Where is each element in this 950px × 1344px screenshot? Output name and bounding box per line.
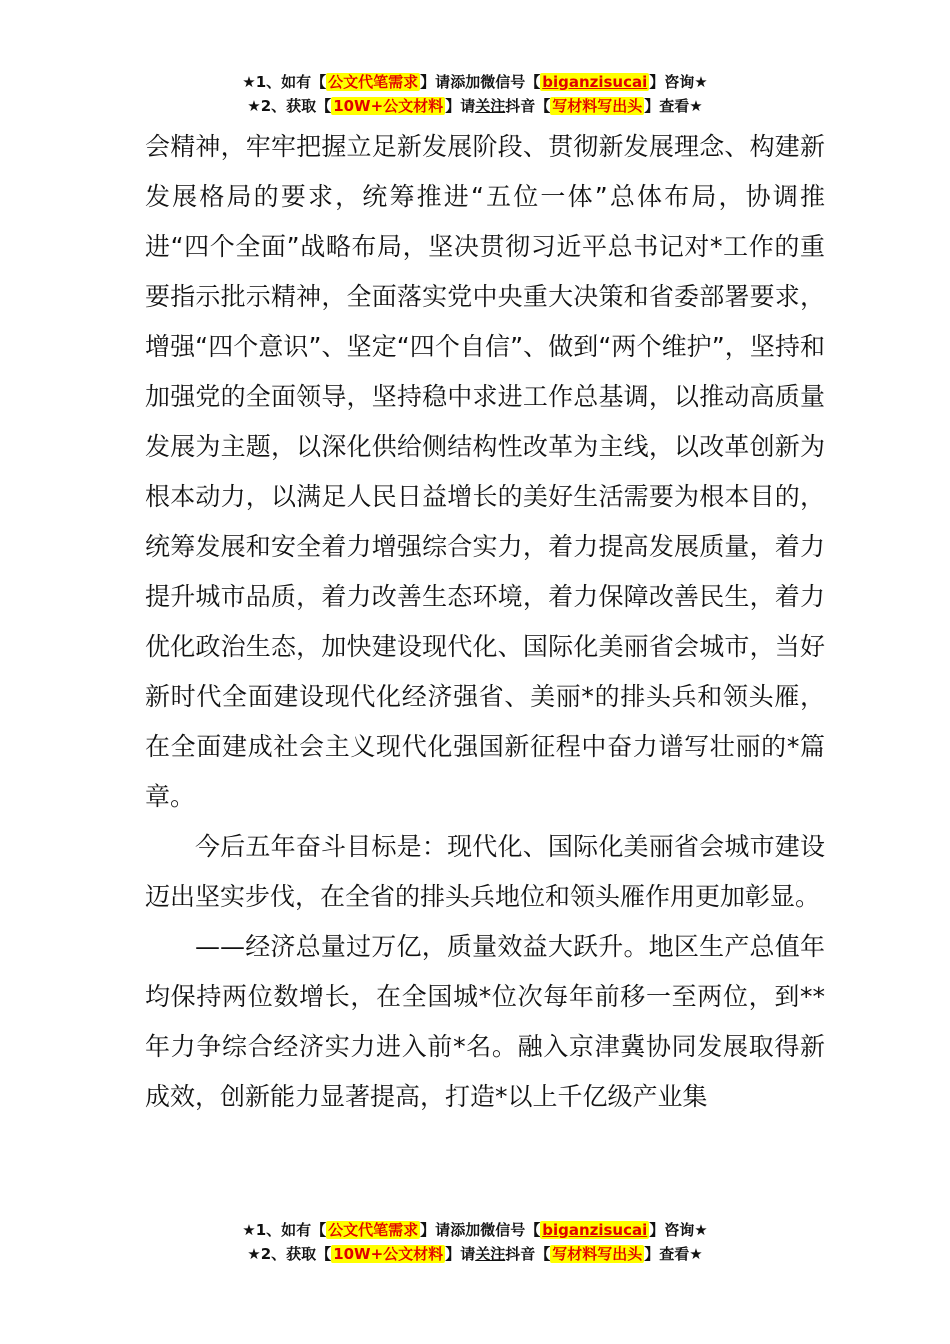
banner-suffix: 】咨询★ [649, 73, 708, 91]
banner-prefix: ★1、如有【 [242, 73, 327, 91]
banner-line-2 [0, 94, 950, 118]
highlight-tag: 10W+公文材料 [333, 1245, 444, 1263]
highlight-tag: 10W+公文材料 [333, 97, 444, 115]
paragraph: 今后五年奋斗目标是：现代化、国际化美丽省会城市建设迈出坚实步伐，在全省的排头兵地位和领头雁作用更加彰显。 [145, 832, 825, 911]
highlight-tag: 公文代笔需求 [328, 1221, 419, 1239]
banner-text: 】请 [420, 1221, 451, 1239]
banner-line-2 [0, 1242, 950, 1266]
banner-emphasis: 关注 [475, 1245, 506, 1263]
banner-text: 抖音【 [505, 97, 551, 115]
banner-emphasis: 添加 [450, 1221, 481, 1239]
banner-prefix: ★2、获取【 [247, 1245, 332, 1263]
footer-banner [0, 1218, 950, 1266]
paragraph: 会精神，牢牢把握立足新发展阶段、贯彻新发展理念、构建新发展格局的要求，统筹推进“五位一体”总体布局，协调推进“四个全面”战略布局，坚决贯彻习近平总书记对*工作的重要指示批示精神，全面落实党中央重大决策和省委部署要求，增强“四个意识”、坚定“四个自信”、做到“两个维护”，坚持和加强党的全面领导，坚持稳中求进工作总基调，以推动高质量发展为主题，以深化供给侧结构性改革为主线，以改革创新为根本动力，以满足人民日益增长的美好生活需要为根本目的，统筹发展和安全着力增强综合实力，着力提高发展质量，着力提升城市品质，着力改善生态环境，着力保障改善民生，着力优化政治生态，加快建设现代化、国际化美丽省会城市，当好新时代全面建设现代化经济强省、美丽*的排头兵和领头雁，在全面建成社会主义现代化强国新征程中奋力谱写壮丽的*篇章。 [145, 132, 825, 811]
banner-line-1 [0, 1218, 950, 1242]
highlight-tag: 写材料写出头 [552, 1245, 643, 1263]
banner-text: 】请 [445, 1245, 476, 1263]
banner-text: 微信号【 [480, 73, 541, 91]
highlight-tag: 公文代笔需求 [328, 73, 419, 91]
paragraph: ——经济总量过万亿，质量效益大跃升。地区生产总值年均保持两位数增长，在全国城*位次每年前移一至两位，到**年力争综合经济实力进入前*名。融入京津冀协同发展取得新成效，创新能力显著提高，打造*以上千亿级产业集 [145, 932, 825, 1111]
banner-prefix: ★2、获取【 [247, 97, 332, 115]
banner-text: 微信号【 [480, 1221, 541, 1239]
banner-line-1 [0, 70, 950, 94]
banner-text: 】请 [420, 73, 451, 91]
wechat-id-link[interactable]: biganzisucai [542, 73, 648, 91]
banner-emphasis: 关注 [475, 97, 506, 115]
banner-prefix: ★1、如有【 [242, 1221, 327, 1239]
document-body [145, 122, 825, 1122]
banner-suffix: 】查看★ [644, 1245, 703, 1263]
highlight-tag: 写材料写出头 [552, 97, 643, 115]
banner-emphasis: 添加 [450, 73, 481, 91]
banner-text: 】请 [445, 97, 476, 115]
banner-text: 抖音【 [505, 1245, 551, 1263]
banner-suffix: 】咨询★ [649, 1221, 708, 1239]
banner-suffix: 】查看★ [644, 97, 703, 115]
header-banner [0, 70, 950, 118]
wechat-id-link[interactable]: biganzisucai [542, 1221, 648, 1239]
